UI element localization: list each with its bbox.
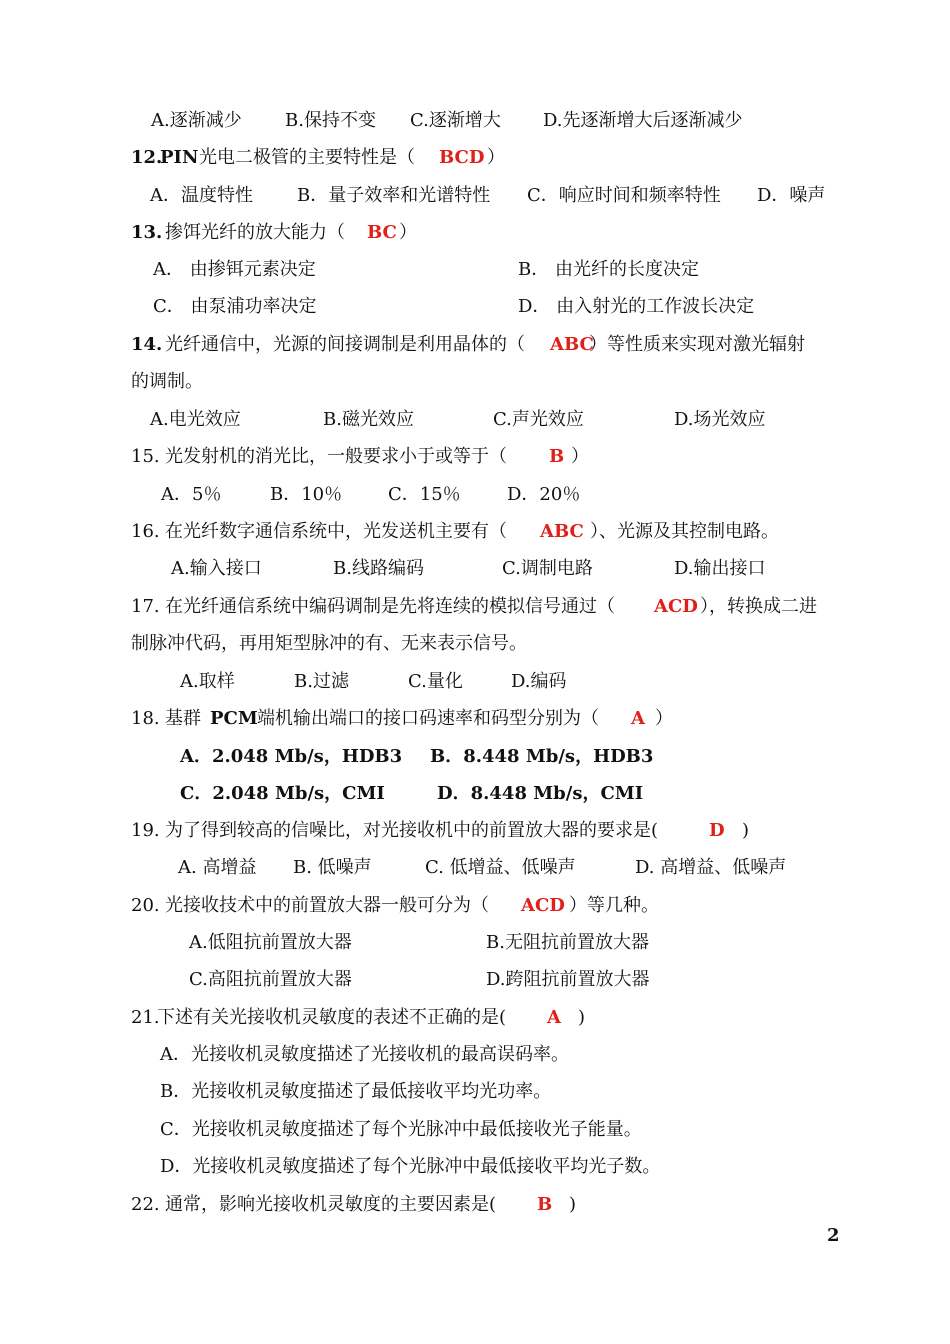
q22-close: ): [569, 1194, 577, 1215]
q16-option-a: A.输入接口: [171, 558, 262, 579]
q15-number: 15.: [131, 446, 160, 467]
q21-option-c: C．光接收机灵敏度描述了每个光脉冲中最低接收光子能量。: [160, 1119, 642, 1140]
q21-number: 21.: [131, 1007, 160, 1028]
q16-number: 16.: [131, 521, 160, 542]
q16-text2: ）、光源及其控制电路。: [590, 521, 779, 542]
q14-option-c: C.声光效应: [493, 409, 584, 430]
q13-close: ）: [399, 222, 417, 243]
q19-close: ): [742, 820, 750, 841]
q15-option-d: D．20％: [507, 484, 581, 505]
q19-number: 19.: [131, 820, 160, 841]
q17-number: 17.: [131, 596, 160, 617]
q22-answer: B: [537, 1194, 553, 1215]
q14-option-a: A.电光效应: [150, 409, 241, 430]
q21-option-b: B．光接收机灵敏度描述了最低接收平均光功率。: [160, 1081, 552, 1102]
q20-text: 光接收技术中的前置放大器一般可分为（: [165, 895, 489, 916]
q14-option-d: D.场光效应: [674, 409, 766, 430]
q17-option-a: A.取样: [180, 671, 235, 692]
q17-option-d: D.编码: [511, 671, 567, 692]
q13-option-a: A． 由掺铒元素决定: [153, 259, 316, 280]
q21-option-d: D．光接收机灵敏度描述了每个光脉冲中最低接收平均光子数。: [160, 1156, 661, 1177]
q15-close: ）: [571, 446, 589, 467]
q22-text: 通常，影响光接收机灵敏度的主要因素是(: [165, 1194, 497, 1215]
q12-option-a: A．温度特性: [150, 185, 253, 206]
q15-text: 光发射机的消光比，一般要求小于或等于（: [165, 446, 507, 467]
q16-option-b: B.线路编码: [333, 558, 424, 579]
q11-option-b: B.保持不变: [285, 110, 376, 131]
q12-number: 12.: [131, 147, 163, 168]
q17-answer: ACD: [654, 596, 698, 617]
q17-text: 在光纤通信系统中编码调制是先将连续的模拟信号通过（: [165, 596, 615, 617]
q19-option-b: B. 低噪声: [293, 857, 372, 878]
q18-option-d: D．8.448 Mb/s，CMI: [437, 783, 644, 804]
q14-text3: 的调制。: [131, 371, 203, 392]
q19-text: 为了得到较高的信噪比，对光接收机中的前置放大器的要求是(: [165, 820, 659, 841]
q16-answer: ABC: [540, 521, 584, 542]
q21-answer: A: [547, 1007, 561, 1028]
q19-option-c: C. 低增益、低噪声: [425, 857, 576, 878]
q14-number: 14.: [131, 334, 163, 355]
q20-text2: ）等几种。: [569, 895, 659, 916]
q18-option-c: C．2.048 Mb/s，CMI: [180, 783, 385, 804]
q16-text: 在光纤数字通信系统中，光发送机主要有（: [165, 521, 507, 542]
q12-option-d: D．噪声: [757, 185, 826, 206]
q17-text2: ），转换成二进: [700, 596, 817, 617]
q14-option-b: B.磁光效应: [323, 409, 414, 430]
q14-text: 光纤通信中，光源的间接调制是利用晶体的（: [165, 334, 525, 355]
q13-number: 13.: [131, 222, 163, 243]
q11-option-a: A.逐渐减少: [151, 110, 242, 131]
q12-close: ）: [487, 147, 505, 168]
q20-number: 20.: [131, 895, 160, 916]
q18-answer: A: [631, 708, 645, 729]
q20-option-b: B.无阻抗前置放大器: [486, 932, 649, 953]
q15-option-c: C．15％: [388, 484, 461, 505]
q21-close: ): [578, 1007, 586, 1028]
q17-option-b: B.过滤: [294, 671, 349, 692]
page-number: 2: [827, 1225, 840, 1246]
q18-number: 18.: [131, 708, 160, 729]
q12-answer: BCD: [439, 147, 485, 168]
q15-answer: B: [549, 446, 565, 467]
q11-option-c: C.逐渐增大: [410, 110, 501, 131]
q12-pin: PIN: [160, 147, 199, 168]
q18-option-b: B．8.448 Mb/s，HDB3: [430, 746, 654, 767]
q22-number: 22.: [131, 1194, 160, 1215]
q21-option-a: A．光接收机灵敏度描述了光接收机的最高误码率。: [160, 1044, 569, 1065]
q12-text: 光电二极管的主要特性是（: [199, 147, 415, 168]
q17-option-c: C.量化: [408, 671, 463, 692]
q13-option-c: C． 由泵浦功率决定: [153, 296, 317, 317]
q18-option-a: A．2.048 Mb/s，HDB3: [180, 746, 403, 767]
q20-option-c: C.高阻抗前置放大器: [189, 969, 352, 990]
q18-pcm: PCM: [210, 708, 258, 729]
q18-close: ）: [655, 708, 673, 729]
q15-option-b: B．10％: [270, 484, 343, 505]
q17-text3: 制脉冲代码，再用矩型脉冲的有、无来表示信号。: [131, 633, 527, 654]
q20-option-a: A.低阻抗前置放大器: [189, 932, 352, 953]
q13-option-b: B． 由光纤的长度决定: [518, 259, 699, 280]
q18-text-b: 端机输出端口的接口码速率和码型分别为（: [257, 708, 599, 729]
q19-answer: D: [709, 820, 725, 841]
q20-option-d: D.跨阻抗前置放大器: [486, 969, 650, 990]
q13-text: 掺饵光纤的放大能力（: [165, 222, 345, 243]
q12-option-c: C．响应时间和频率特性: [527, 185, 721, 206]
q14-text2: ）等性质来实现对激光辐射: [589, 334, 805, 355]
q15-option-a: A．5％: [161, 484, 222, 505]
q16-option-d: D.输出接口: [674, 558, 766, 579]
q13-answer: BC: [367, 222, 397, 243]
q19-option-d: D. 高增益、低噪声: [635, 857, 787, 878]
q18-text-a: 基群: [165, 708, 201, 729]
q21-text: 下述有关光接收机灵敏度的表述不正确的是(: [157, 1007, 507, 1028]
q12-option-b: B．量子效率和光谱特性: [297, 185, 491, 206]
q11-option-d: D.先逐渐增大后逐渐减少: [543, 110, 743, 131]
q13-option-d: D． 由入射光的工作波长决定: [518, 296, 755, 317]
q16-option-c: C.调制电路: [502, 558, 593, 579]
q19-option-a: A. 高增益: [178, 857, 257, 878]
q14-answer: ABC: [550, 334, 594, 355]
q20-answer: ACD: [521, 895, 565, 916]
